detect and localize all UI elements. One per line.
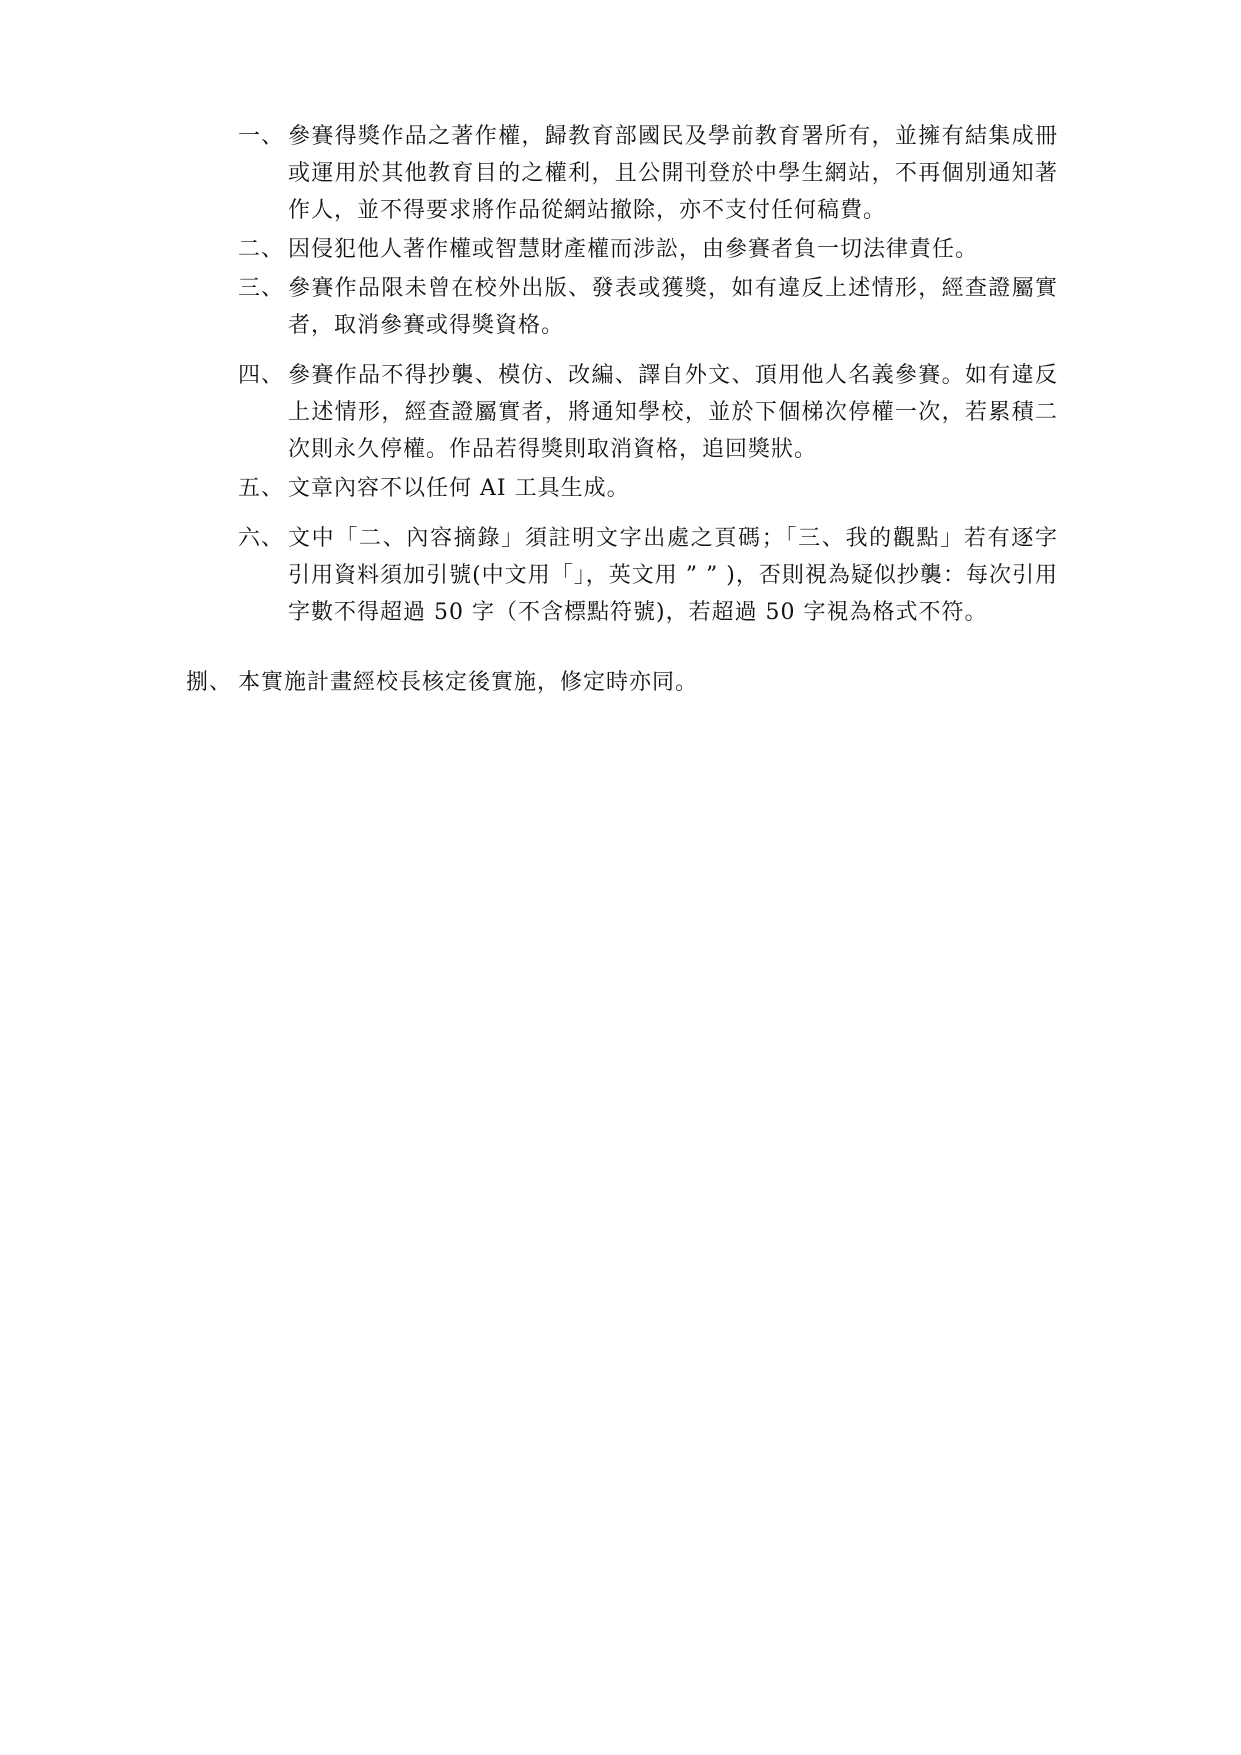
rule-item-2: [238, 231, 1058, 268]
closing-text: 本實施計畫經校長核定後實施，修定時亦同。: [238, 670, 699, 695]
rule-number: 二、: [238, 237, 285, 262]
rule-number: 四、: [238, 363, 285, 388]
rule-number: 三、: [238, 276, 285, 301]
rule-number: 一、: [238, 124, 285, 149]
rule-item-6: [238, 520, 1058, 631]
rule-item-1: [238, 118, 1058, 229]
rule-text: 參賽作品限未曾在校外出版、發表或獲獎，如有違反上述情形，經查證屬實者，取消參賽或得獎資格。: [288, 276, 1058, 338]
rule-text: 參賽得獎作品之著作權，歸教育部國民及學前教育署所有，並擁有結集成冊或運用於其他教育目的之權利，且公開刊登於中學生網站，不再個別通知著作人，並不得要求將作品從網站撤除，亦不支付任何稿費。: [288, 124, 1058, 223]
rule-text: 參賽作品不得抄襲、模仿、改編、譯自外文、頂用他人名義參賽。如有違反上述情形，經查證屬實者，將通知學校，並於下個梯次停權一次，若累積二次則永久停權。作品若得獎則取消資格，追回獎狀。: [288, 363, 1058, 462]
rule-text: 文中「二、內容摘錄」須註明文字出處之頁碼；「三、我的觀點」若有逐字引用資料須加引號(中文用「」，英文用 ” ” )，否則視為疑似抄襲：每次引用字數不得超過 50 字（不含標點符號)，若超過 50 字視為格式不符。: [288, 526, 1058, 625]
rule-text: 因侵犯他人著作權或智慧財產權而涉訟，由參賽者負一切法律責任。: [288, 237, 979, 262]
rule-number: 六、: [238, 526, 285, 551]
rule-text: 文章內容不以任何 AI 工具生成。: [288, 476, 630, 501]
rule-item-4: [238, 357, 1058, 468]
contest-rules-list: [238, 118, 1058, 631]
rule-number: 五、: [238, 476, 285, 501]
section-number: 捌、: [186, 670, 233, 695]
rule-item-3: [238, 270, 1058, 344]
closing-section: [186, 664, 1056, 701]
rule-item-5: [238, 470, 1058, 507]
